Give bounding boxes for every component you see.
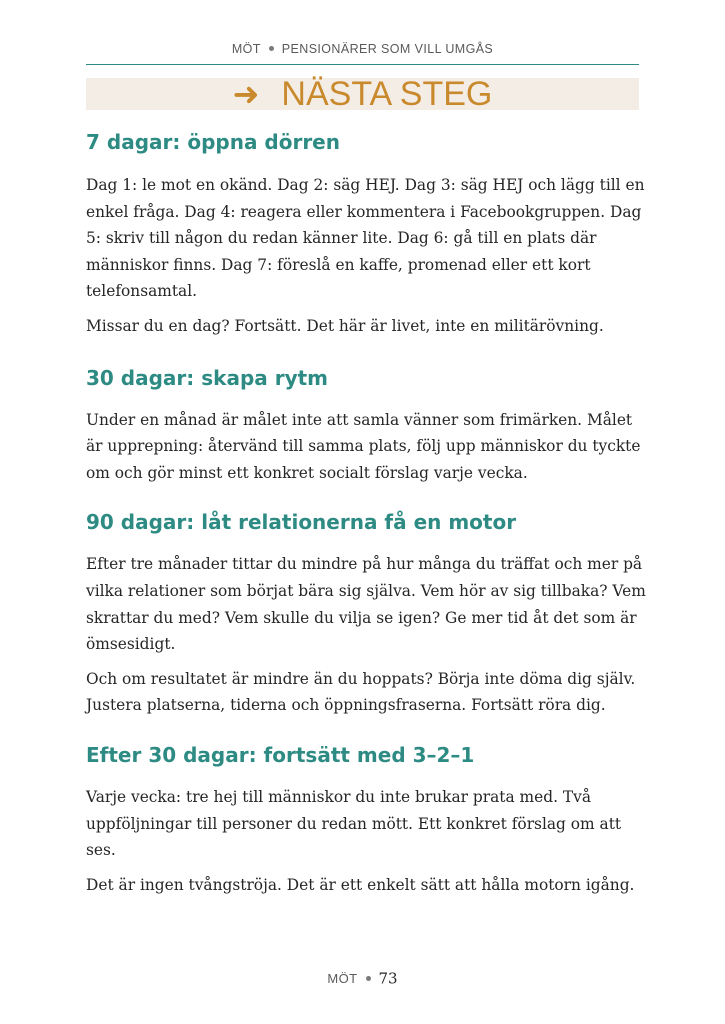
bullet-dot-icon [366, 976, 371, 981]
section-7-days [86, 128, 646, 340]
paragraph: Och om resultatet är mindre än du hoppats? Börja inte döma dig själv. Justera platserna, tiderna och öppningsfraserna. Fortsätt röra dig. [86, 669, 636, 715]
paragraph: Dag 1: le mot en okänd. Dag 2: säg HEJ. Dag 3: säg HEJ och lägg till en enkel fråga. Dag 4: reagera eller kommentera i Facebookgruppen. Dag 5: skriv till någon du redan känner lite. Dag 6: gå till en plats där människor finns. Dag 7: föreslå en kaffe, promenad eller ett kort telefonsamtal. [86, 176, 645, 301]
paragraph: Under en månad är målet inte att samla vänner som frimärken. Målet är upprepning: återvänd till samma plats, följ upp människor du tyckte om och gör minst ett konkret socialt förslag varje vecka. [86, 410, 641, 482]
running-header [0, 42, 725, 56]
section-90-days [86, 508, 646, 719]
header-book-title: MÖT [231, 42, 261, 56]
section-heading: 7 dagar: öppna dörren [86, 130, 340, 154]
paragraph: Missar du en dag? Fortsätt. Det här är livet, inte en militärövning. [86, 316, 604, 335]
paragraph: Efter tre månader tittar du mindre på hur många du träffat och mer på vilka relationer som börjat bära sig själva. Vem hör av sig tillbaka? Vem skrattar du med? Vem skulle du vilja se igen? Ge mer tid åt det som är ömsesidigt. [86, 555, 646, 654]
right-arrow-icon: ➜ [232, 75, 260, 113]
header-subtitle: PENSIONÄRER SOM VILL UMGÅS [281, 42, 494, 56]
header-divider [86, 64, 639, 65]
page-number: 73 [378, 969, 398, 988]
chapter-title: NÄSTA STEG [281, 75, 493, 113]
paragraph: Varje vecka: tre hej till människor du inte brukar prata med. Två uppföljningar till personer du redan mött. Ett konkret förslag om att ses. [86, 787, 622, 860]
section-heading: Efter 30 dagar: fortsätt med 3–2–1 [86, 742, 475, 767]
footer-book-title: MÖT [327, 970, 358, 986]
page-footer [0, 969, 725, 987]
section-after-30-days [86, 741, 646, 898]
section-30-days [86, 364, 646, 487]
chapter-banner-content [86, 72, 639, 116]
page-content [86, 128, 646, 898]
section-heading: 90 dagar: låt relationerna få en motor [86, 510, 517, 535]
section-heading: 30 dagar: skapa rytm [86, 365, 329, 390]
paragraph: Det är ingen tvångströja. Det är ett enkelt sätt att hålla motorn igång. [86, 875, 635, 894]
bullet-dot-icon [269, 46, 274, 51]
